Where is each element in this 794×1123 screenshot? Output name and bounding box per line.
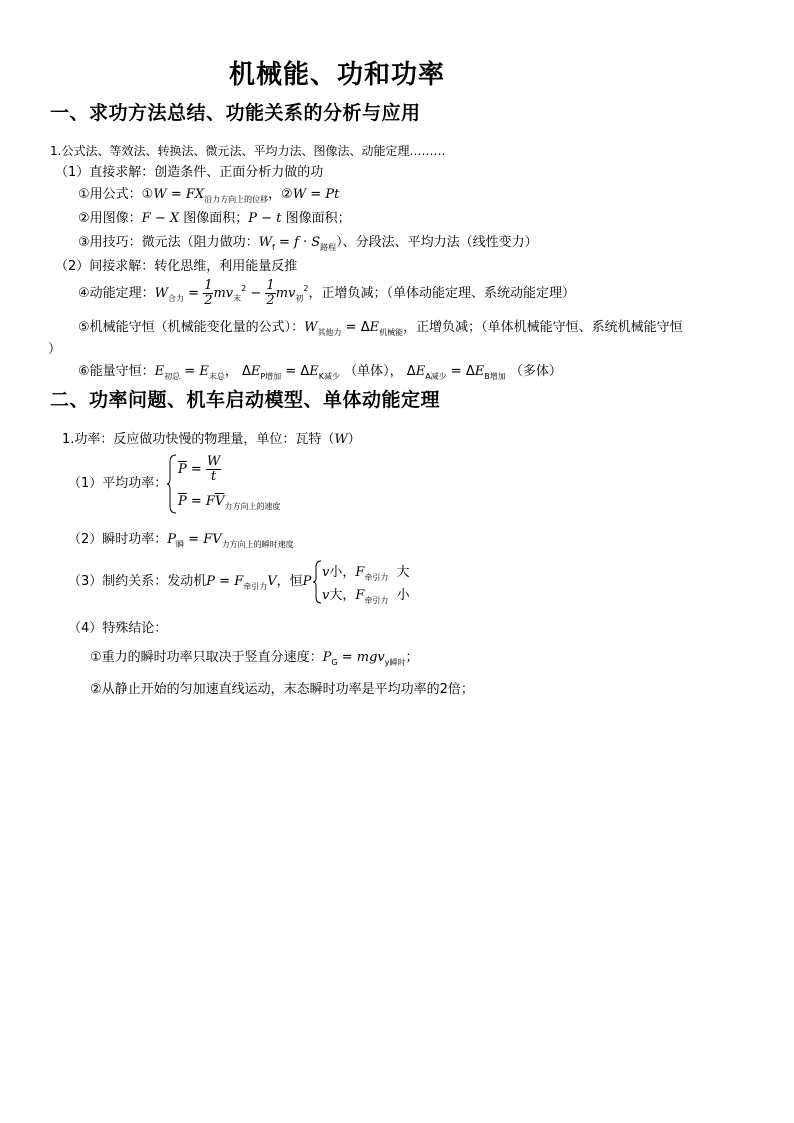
avg-power-label: （1）平均功率： bbox=[68, 476, 168, 491]
inst-power: （2）瞬时功率：$P_瞬 = FV_{力方向上的瞬时速度}$ bbox=[68, 532, 294, 549]
direct-label: （1）直接求解：创造条件、正面分析力做的功 bbox=[55, 165, 324, 180]
indirect-label: （2）间接求解：转化思维，利用能量反推 bbox=[55, 259, 298, 274]
conclusion-2: ②从静止开始的匀加速直线运动，末态瞬时功率是平均功率的2倍； bbox=[90, 682, 474, 697]
item-1-sub: 沿力方向上的位移 bbox=[204, 195, 269, 204]
item-2: ②用图像：F − X 图像面积；P − t 图像面积； bbox=[78, 211, 351, 226]
power-definition: 1.功率：反应做功快慢的物理量，单位：瓦特（W） bbox=[62, 432, 361, 447]
section-heading-2: 二、功率问题、机车启动模型、单体动能定理 bbox=[50, 389, 441, 411]
conclusion-1: ①重力的瞬时功率只取决于竖直分速度：$P_G = mgv_{y瞬时}$； bbox=[90, 650, 419, 667]
avg-power-formula-1: $\overline{P}$ = $\frac{W}{t}$ bbox=[178, 454, 221, 484]
avg-power-brace bbox=[166, 454, 178, 514]
methods-intro: 1.公式法、等效法、转换法、微元法、平均力法、图像法、动能定理……… bbox=[50, 144, 446, 158]
item-1: ①用公式：①W = $FX_{沿力方向上的位移}$，②W = Pt bbox=[78, 187, 340, 204]
special-label: （4）特殊结论： bbox=[68, 621, 168, 636]
item-5-wrap: ） bbox=[48, 342, 62, 357]
item-5: ⑤机械能守恒（机械能变化量的公式）：$W_{其他力} = \Delta E_{机械能}$，正增负减；（单体机械能守恒、系统机械能守恒 bbox=[78, 320, 683, 337]
constraint-brace bbox=[312, 560, 322, 604]
item-6: ⑥能量守恒：$E_{初总} = E_{末总}$， $\Delta E_{P增加} = \Delta E_{K减少}$ （单体）， $\Delta E_{A减少} = \Delta E_{B增加}$ （多体） bbox=[78, 364, 562, 381]
avg-power-formula-2: $\overline{P} = F\overline{V}_{力方向上的速度}$ bbox=[178, 494, 281, 511]
constraint-row-1: v小，$F_{牵引力}$ 大 bbox=[322, 565, 410, 582]
page-title: 机械能、功和功率 bbox=[228, 60, 445, 90]
constraint-row-2: v大，$F_{牵引力}$ 小 bbox=[322, 588, 410, 605]
constraint-relation: （3）制约关系：发动机$P = F_{牵引力}V$，恒P bbox=[68, 574, 312, 591]
section-heading-1: 一、求功方法总结、功能关系的分析与应用 bbox=[50, 102, 421, 124]
item-4: ④动能定理：$W_{合力}$ = $\frac{1}{2}$ $mv_末^2$ − $\frac{1}{2}$ $mv_初^2$，正增负减；（单体动能定理、系统动能定理） bbox=[78, 278, 575, 308]
item-3: ③用技巧：微元法（阻力做功：$W_f = f \cdot S_{路程}$）、分段法、平均力法（线性变力） bbox=[78, 235, 538, 252]
